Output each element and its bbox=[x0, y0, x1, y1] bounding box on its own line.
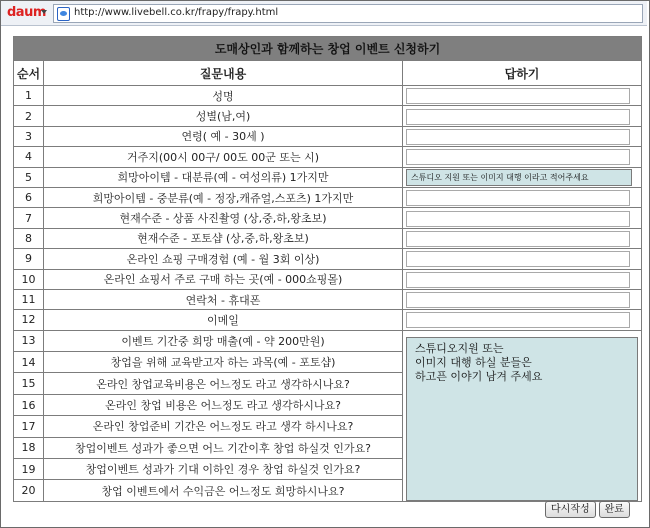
answer-input[interactable] bbox=[406, 129, 630, 145]
url-input[interactable] bbox=[53, 4, 643, 23]
question-row bbox=[14, 167, 642, 187]
question-text: 창업이벤트 성과가 좋으면 어느 기간이후 창업 하실것 인가요? bbox=[44, 437, 403, 458]
question-number: 8 bbox=[14, 228, 44, 248]
question-number: 13 bbox=[14, 330, 44, 351]
answer-cell bbox=[403, 310, 642, 330]
question-text: 연령( 예 - 30세 ) bbox=[44, 126, 403, 146]
answer-cell bbox=[403, 289, 642, 309]
page-icon bbox=[57, 7, 70, 21]
form-title-row bbox=[14, 37, 642, 61]
question-row bbox=[14, 289, 642, 309]
question-row bbox=[14, 126, 642, 146]
question-row bbox=[14, 228, 642, 248]
question-text: 이벤트 기간중 희망 매출(예 - 약 200만원) bbox=[44, 330, 403, 351]
question-number: 6 bbox=[14, 187, 44, 207]
question-text: 온라인 창업 비용은 어느정도 라고 생각하시나요? bbox=[44, 394, 403, 415]
answer-input[interactable] bbox=[406, 211, 630, 227]
answer-input[interactable] bbox=[406, 312, 630, 328]
dropdown-arrow-icon[interactable] bbox=[41, 10, 47, 14]
question-text: 창업 이벤트에서 수익금은 어느정도 희망하시나요? bbox=[44, 480, 403, 501]
question-text: 거주지(00시 00구/ 00도 00군 또는 시) bbox=[44, 147, 403, 167]
question-text: 현재수준 - 포토샵 (상,중,하,왕초보) bbox=[44, 228, 403, 248]
answer-cell bbox=[403, 269, 642, 289]
answer-cell bbox=[403, 249, 642, 269]
form-buttons bbox=[545, 497, 633, 518]
question-row bbox=[14, 187, 642, 207]
question-row bbox=[14, 86, 642, 106]
question-text: 온라인 창업준비 기간은 어느정도 라고 생각 하시나요? bbox=[44, 416, 403, 437]
answer-cell bbox=[403, 208, 642, 228]
question-row bbox=[14, 106, 642, 126]
answer-cell bbox=[403, 106, 642, 126]
answer-input[interactable] bbox=[406, 292, 630, 308]
url-text: http://www.livebell.co.kr/frapy/frapy.html bbox=[74, 7, 279, 18]
form-title: 도매상인과 함께하는 창업 이벤트 신청하기 bbox=[14, 37, 642, 61]
question-text: 이메일 bbox=[44, 310, 403, 330]
question-number: 16 bbox=[14, 394, 44, 415]
question-text: 성별(남,여) bbox=[44, 106, 403, 126]
answer-cell bbox=[403, 126, 642, 146]
question-number: 7 bbox=[14, 208, 44, 228]
header-row bbox=[14, 61, 642, 86]
header-question: 질문내용 bbox=[44, 61, 403, 86]
question-number: 12 bbox=[14, 310, 44, 330]
question-row bbox=[14, 310, 642, 330]
question-number: 2 bbox=[14, 106, 44, 126]
question-number: 17 bbox=[14, 416, 44, 437]
question-number: 20 bbox=[14, 480, 44, 501]
comments-textarea[interactable]: 스튜디오지원 또는 이미지 대행 하실 분들은 하고픈 이야기 남겨 주세요 bbox=[406, 337, 638, 501]
question-text: 온라인 쇼핑 구매경험 (예 - 월 3회 이상) bbox=[44, 249, 403, 269]
answer-input[interactable] bbox=[406, 109, 630, 125]
comments-cell bbox=[403, 330, 642, 501]
reset-button[interactable]: 다시작성 bbox=[545, 501, 596, 518]
question-number: 3 bbox=[14, 126, 44, 146]
question-text: 희망아이템 - 대분류(예 - 여성의류) 1가지만 bbox=[44, 167, 403, 187]
question-number: 5 bbox=[14, 167, 44, 187]
answer-input[interactable] bbox=[406, 190, 630, 206]
application-form-table bbox=[13, 36, 642, 502]
answer-cell bbox=[403, 86, 642, 106]
submit-button[interactable]: 완료 bbox=[599, 501, 630, 518]
question-number: 14 bbox=[14, 352, 44, 373]
question-number: 15 bbox=[14, 373, 44, 394]
answer-cell bbox=[403, 187, 642, 207]
answer-input[interactable] bbox=[406, 251, 630, 267]
question-number: 19 bbox=[14, 458, 44, 479]
question-number: 18 bbox=[14, 437, 44, 458]
answer-input[interactable] bbox=[406, 272, 630, 288]
answer-input[interactable] bbox=[406, 231, 630, 247]
question-row bbox=[14, 208, 642, 228]
address-bar bbox=[1, 1, 647, 26]
question-text: 현재수준 - 상품 사진촬영 (상,중,하,왕초보) bbox=[44, 208, 403, 228]
page-content bbox=[1, 26, 647, 526]
question-row bbox=[14, 147, 642, 167]
question-row bbox=[14, 269, 642, 289]
question-number: 9 bbox=[14, 249, 44, 269]
question-text: 온라인 쇼핑서 주로 구매 하는 곳(예 - 000쇼핑몰) bbox=[44, 269, 403, 289]
answer-cell bbox=[403, 228, 642, 248]
header-num: 순서 bbox=[14, 61, 44, 86]
question-number: 1 bbox=[14, 86, 44, 106]
question-text: 연락처 - 휴대폰 bbox=[44, 289, 403, 309]
question-text: 창업을 위해 교육받고자 하는 과목(예 - 포토샵) bbox=[44, 352, 403, 373]
question-row bbox=[14, 330, 642, 351]
question-text: 온라인 창업교육비용은 어느정도 라고 생각하시나요? bbox=[44, 373, 403, 394]
question-text: 창업이벤트 성과가 기대 이하인 경우 창업 하실것 인가요? bbox=[44, 458, 403, 479]
question-text: 희망아이템 - 중분류(예 - 정장,캐쥬얼,스포츠) 1가지만 bbox=[44, 187, 403, 207]
answer-input[interactable] bbox=[406, 88, 630, 104]
question-number: 10 bbox=[14, 269, 44, 289]
header-answer: 답하기 bbox=[403, 61, 642, 86]
answer-cell bbox=[403, 167, 642, 187]
question-row bbox=[14, 249, 642, 269]
answer-cell bbox=[403, 147, 642, 167]
question-text: 성명 bbox=[44, 86, 403, 106]
answer-input-hint[interactable]: 스튜디오 지원 또는 이미지 대행 이라고 적어주세요 bbox=[406, 169, 632, 186]
answer-input[interactable] bbox=[406, 149, 630, 165]
question-number: 11 bbox=[14, 289, 44, 309]
question-number: 4 bbox=[14, 147, 44, 167]
logo-text: daum bbox=[7, 5, 46, 20]
